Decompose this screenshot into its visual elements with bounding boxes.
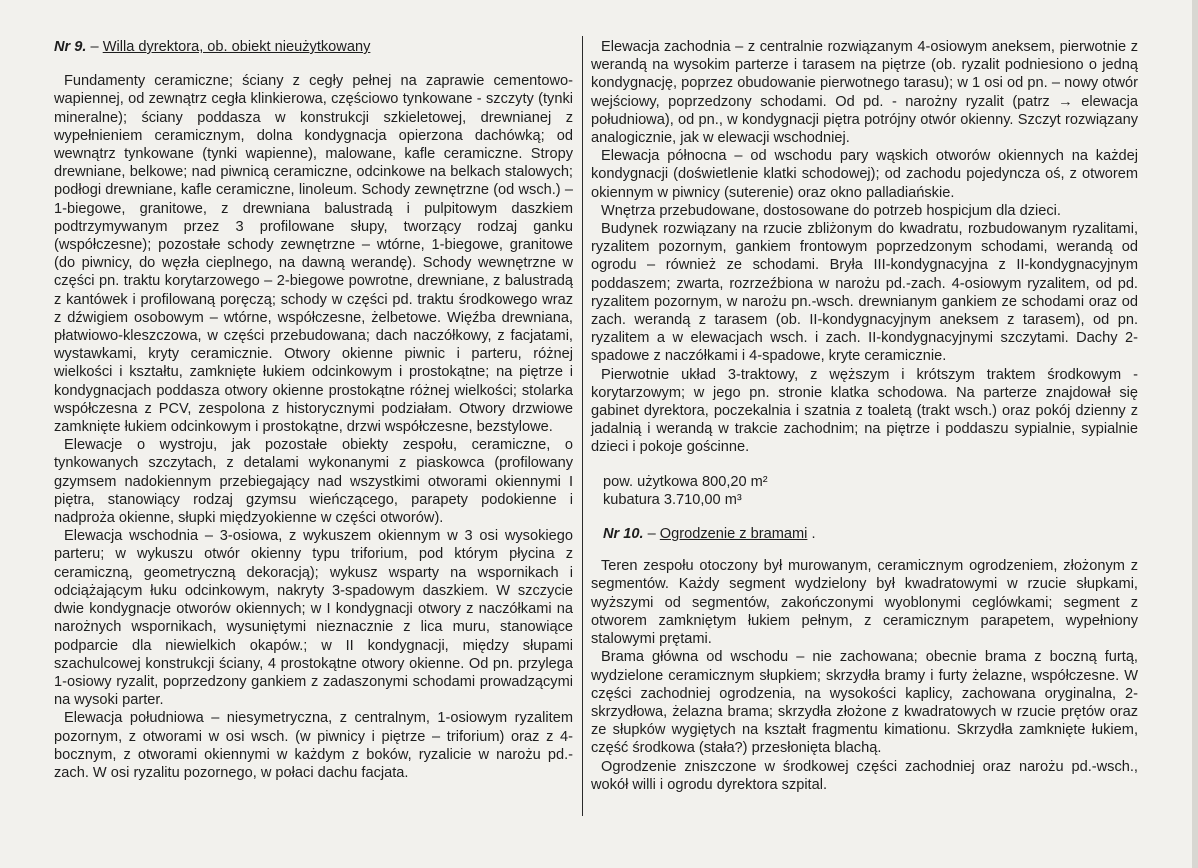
section-heading-nr9	[54, 38, 573, 56]
stat-area: pow. użytkowa 800,20 m²	[603, 473, 768, 490]
paragraph: Elewacja północna – od wschodu pary wąskich otworów okiennych na każdej kondygnacji (doświetlenie klatki schodowej); od zachodu pojedyncza oś, z otworem okiennym w piwnicy (suterenie) oraz okno palladiańskie.	[591, 148, 1138, 201]
heading-tail: .	[807, 526, 816, 543]
paragraph: Brama główna od wschodu – nie zachowana; obecnie brama z boczną furtą, wydzielone ceramicznym słupkiem; skrzydła bramy i furty żelazne, współczesne. W części zachodniej ogrodzenia, na wysokości kaplicy, zachowana oryginalna, 2-skrzydłowa, żelazna brama; skrzydła złożone z kwadratowych w rzucie prętów oraz ze słupków wygiętych na kształt fragmentu kimationu. Skrzydła zamknięte łukiem, część środkowa (stała?) przesłonięta blachą.	[591, 649, 1138, 757]
paragraph: Elewacje o wystroju, jak pozostałe obiekty zespołu, ceramiczne, o tynkowanych szczytach, z detalami wykonanymi z piaskowca (profilowany gzymsem nadokiennym przebiegający nad wszystkimi otworami okiennymi I piętra, stanowiący rodzaj gzymsu wieńczącego, parapety podokienne i nadproża okienne, słupki międzyokienne w części otworów).	[54, 437, 573, 527]
scan-edge	[1192, 0, 1198, 868]
left-column	[54, 38, 573, 782]
paragraph: Teren zespołu otoczony był murowanym, ceramicznym ogrodzeniem, złożonym z segmentów. Każdy segment wydzielony był kwadratowymi w rzucie słupkami, wyższymi od segmentów, zakończonymi wyoblonymi ceglówkami; segment z otworem zamkniętym łukiem pełnym, z ceramicznym parapetem, wypełniony stalowymi prętami.	[591, 558, 1138, 648]
paragraph: Elewacja południowa – niesymetryczna, z centralnym, 1-osiowym ryzalitem pozornym, z otworami w osi wsch. (w piwnicy i piętrze – triforium) oraz z 4-bocznym, z otworami okiennymi w każdym z boków, ryzalicie w narożu pd.-zach. W osi ryzalitu pozornego, w połaci dachu facjata.	[54, 710, 573, 781]
heading-title: Ogrodzenie z bramami	[659, 526, 808, 543]
stat-volume: kubatura 3.710,00 m³	[603, 491, 742, 508]
paragraph: Budynek rozwiązany na rzucie zbliżonym do kwadratu, rozbudowanym ryzalitami, ryzalitem pozornym, gankiem frontowym poprzedzonym schodami, werandą od ogrodu – również ze schodami. Bryła III-kondygnacyjna z II-kondygnacyjnym poddaszem; zwarta, rozrzeźbiona w narożu pd.-zach. 4-osiowym ryzalitem, od pd. ryzalitem pozornym, w narożu pn.-wsch. drewnianym gankiem ze schodami oraz od zach. werandą z tarasem (ob. II-kondygnacyjnym aneksem z tarasem), od pn. ryzalitem a w elewacjach wsch. i zach. II-kondygnacyjnymi szczytami. Dachy 2-spadowe z naczółkami i 4-spadowe, kryte ceramicznie.	[591, 221, 1138, 365]
paragraph: Fundamenty ceramiczne; ściany z cegły pełnej na zaprawie cementowo-wapiennej, od zewnątrz cegła klinkierowa, częściowo tynkowane - szczyty (tynki mineralne); ściany poddasza w konstrukcji szkieletowej, drewnianej z wypełnieniem ceramicznym, dolna kondygnacja opierzona dachówką; od wewnątrz tynkowane (tynki wapienne), malowane, kafle ceramiczne. Stropy drewniane, belkowe; nad piwnicą ceramiczne, odcinkowe na belkach stalowych; podłogi drewniane, kafle ceramiczne, linoleum. Schody zewnętrzne (od wsch.) – 1-biegowe, granitowe, z drewniana balustradą i pulpitowym daszkiem podtrzymywanym przez 3 profilowane słupy, tworzący rodzaj ganku (współczesne); pozostałe schody zewnętrzne – wtórne, 1-biegowe, granitowe (do piwnicy, do węzła cieplnego, na dawną werandę). Schody wewnętrzne w części pn. traktu korytarzowego – 2-biegowe powrotne, drewniane, z balustradą z kantówek i profilowaną poręczą; schody w części pd. traktu środkowego wraz z dźwigiem osobowym – wtórne, współczesne, żelbetowe. Więźba drewniana, płatwiowo-kleszczowa, w części przebudowana; dach naczółkowy, z facjatami, wystawkami, kryty ceramicznie. Otwory okienne piwnic i parteru, różnej wielkości i kształtu, zamknięte łukiem odcinkowym i prostokątne; na piętrze i kondygnacjach poddasza otwory okienne prostokątne różnej wielkości; stolarka współczesna z PCV, zespolona z historycznymi podziałam. Otwory drzwiowe zamknięte łukiem odcinkowym i prostokątne, drzwi współczesne, bezstylowe.	[54, 73, 573, 436]
section-heading-nr10	[603, 525, 1138, 543]
right-column	[591, 38, 1138, 794]
paragraph: Elewacja zachodnia – z centralnie rozwiązanym 4-osiowym aneksem, pierwotnie z werandą na wysokim parterze i tarasem na piętrze (ob. ryzalit podniesiono o jedną kondygnację, poprzez obudowanie pierwotnego tarasu); w 1 osi od pn. – nowy otwór wejściowy, poprzedzony schodami. Od pd. - narożny ryzalit (patrz → elewacja południowa), od pn., w kondygnacji piętra potrójny otwór okienny. Szczyt rozwiązany analogicznie, jak w elewacji wschodniej.	[591, 39, 1138, 147]
spacer	[591, 457, 1138, 473]
heading-dash: –	[643, 526, 660, 543]
paragraph: Pierwotnie układ 3-traktowy, z węższym i krótszym traktem środkowym - korytarzowym; w jego pn. stronie klatka schodowa. Na parterze znajdował się gabinet dyrektora, poczekalnia i szatnia z toaletą (trakt wsch.) oraz pokój dzienny z jadalnią i werandą w trakcie zachodnim; na piętrze i poddaszu sypialnie, sypialnie dzieci i pokoje gościnne.	[591, 366, 1138, 456]
heading-number: Nr 9.	[54, 39, 87, 55]
heading-title: Willa dyrektora, ob. obiekt nieużytkowany	[102, 39, 371, 55]
column-divider	[582, 36, 583, 816]
paragraph: Ogrodzenie zniszczone w środkowej części zachodniej oraz narożu pd.-wsch., wokół willi i ogrodu dyrektora szpital.	[591, 758, 1138, 793]
heading-number: Nr 10.	[603, 526, 644, 543]
paragraph: Elewacja wschodnia – 3-osiowa, z wykuszem okiennym w 3 osi wysokiego parteru; w wykuszu otwór okienny typu triforium, pod którym płycina z ceramiczną, geometryczną dekoracją); wykusz wsparty na wspornikach i odciążającym łuku odcinkowym, nakryty 3-spadowym daszkiem. W szczycie dwie kondygnacje otworów okiennych; w I kondygnacji otwory z naczółkami na narożnych wspornikach, wysuniętymi nieznacznie z lica muru, stanowiące podparcie dla niewielkich okapów.; w II kondygnacji, między słupami szachulcowej konstrukcji ściany, 4 prostokątne otwory okienne. Od pn. przylega 1-osiowy ryzalit, poprzedzony gankiem z zadaszonymi schodami prowadzącymi na wysoki parter.	[54, 528, 573, 709]
heading-dash: –	[86, 39, 103, 55]
paragraph: Wnętrza przebudowane, dostosowane do potrzeb hospicjum dla dzieci.	[601, 202, 1061, 219]
